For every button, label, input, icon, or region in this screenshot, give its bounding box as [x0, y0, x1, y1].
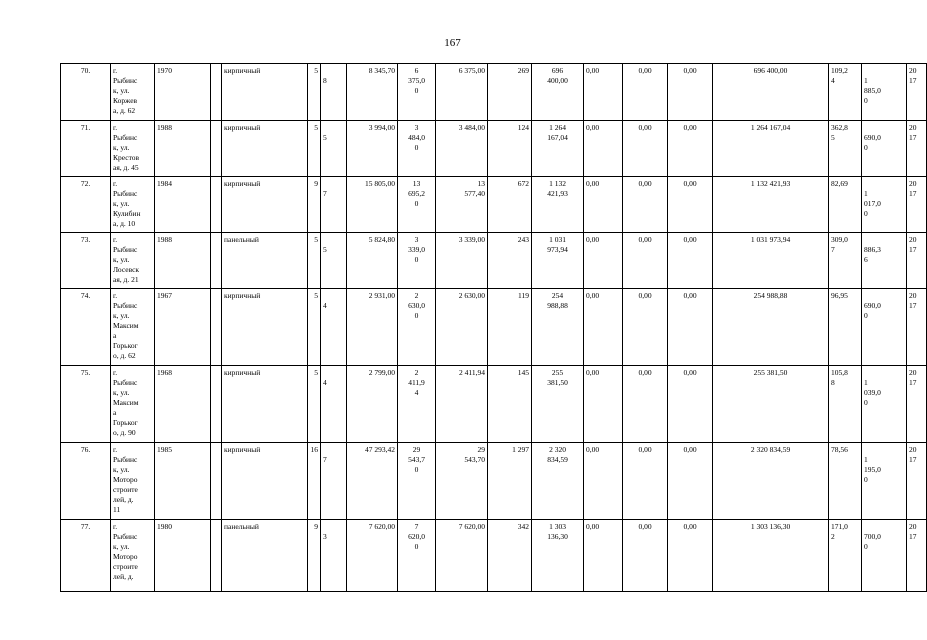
cell-addr: г. Рыбинс к, ул. Коржев а, д. 62 — [111, 64, 155, 121]
cell-material: кирпичный — [222, 289, 308, 366]
cell-c3: 0,00 — [668, 289, 713, 366]
cell-c2: 0,00 — [623, 366, 668, 443]
cell-c1: 0,00 — [584, 520, 623, 592]
table-body — [61, 64, 927, 592]
cell-floors: 9 — [308, 520, 321, 592]
cell-area-living: 7 620,0 0 — [398, 520, 436, 592]
cell-area-total: 15 805,00 — [347, 177, 398, 233]
cell-year: 1985 — [155, 443, 211, 520]
cell-addr: г. Рыбинс к, ул. Максим а Горьког о, д. 90 — [111, 366, 155, 443]
cell-residents: 145 — [488, 366, 532, 443]
cell-area-total: 2 799,00 — [347, 366, 398, 443]
cell-floors: 5 — [308, 233, 321, 289]
cell-area-res: 2 630,00 — [436, 289, 488, 366]
cell-c2: 0,00 — [623, 520, 668, 592]
cell-c3: 0,00 — [668, 233, 713, 289]
cell-c2: 0,00 — [623, 121, 668, 177]
cell-area-living: 3 484,0 0 — [398, 121, 436, 177]
cell-per-m2: 96,95 — [829, 289, 862, 366]
cell-floors: 16 — [308, 443, 321, 520]
cell-limit: 690,0 0 — [862, 289, 907, 366]
table-row — [61, 520, 927, 592]
cell-c1: 0,00 — [584, 177, 623, 233]
cell-material: кирпичный — [222, 366, 308, 443]
cell-floors: 5 — [308, 366, 321, 443]
cell-entrances: 3 — [321, 520, 347, 592]
cell-c1: 0,00 — [584, 64, 623, 121]
cell-c2: 0,00 — [623, 177, 668, 233]
cell-residents: 269 — [488, 64, 532, 121]
cell-empty — [211, 121, 222, 177]
cell-addr: г. Рыбинс к, ул. Лосевск ая, д. 21 — [111, 233, 155, 289]
cell-area-living: 13 695,2 0 — [398, 177, 436, 233]
cell-year-plan: 20 17 — [907, 520, 927, 592]
cell-residents: 124 — [488, 121, 532, 177]
cell-entrances: 7 — [321, 443, 347, 520]
cell-num: 77. — [61, 520, 111, 592]
table-row — [61, 121, 927, 177]
cell-empty — [211, 520, 222, 592]
table-row — [61, 233, 927, 289]
cell-limit: 690,0 0 — [862, 121, 907, 177]
cell-per-m2: 171,0 2 — [829, 520, 862, 592]
cell-residents: 672 — [488, 177, 532, 233]
cell-entrances: 4 — [321, 366, 347, 443]
cell-area-total: 5 824,80 — [347, 233, 398, 289]
cell-area-total: 47 293,42 — [347, 443, 398, 520]
data-table — [60, 63, 927, 592]
cell-area-total: 3 994,00 — [347, 121, 398, 177]
cell-material: кирпичный — [222, 64, 308, 121]
cell-material: кирпичный — [222, 443, 308, 520]
page-number: 167 — [444, 37, 461, 49]
cell-num: 72. — [61, 177, 111, 233]
cell-year-plan: 20 17 — [907, 289, 927, 366]
cell-c2: 0,00 — [623, 64, 668, 121]
cell-per-m2: 78,56 — [829, 443, 862, 520]
cell-material: кирпичный — [222, 177, 308, 233]
cell-c1: 0,00 — [584, 366, 623, 443]
cell-area-total: 8 345,70 — [347, 64, 398, 121]
cell-residents: 1 297 — [488, 443, 532, 520]
cell-c3: 0,00 — [668, 121, 713, 177]
cell-floors: 9 — [308, 177, 321, 233]
cell-cost-owners: 1 303 136,30 — [713, 520, 829, 592]
cell-cost-owners: 696 400,00 — [713, 64, 829, 121]
cell-addr: г. Рыбинс к, ул. Крестов ая, д. 45 — [111, 121, 155, 177]
cell-year: 1988 — [155, 121, 211, 177]
cell-residents: 119 — [488, 289, 532, 366]
cell-empty — [211, 64, 222, 121]
cell-year: 1980 — [155, 520, 211, 592]
cell-area-living: 3 339,0 0 — [398, 233, 436, 289]
table-row — [61, 366, 927, 443]
table-row — [61, 64, 927, 121]
cell-area-total: 2 931,00 — [347, 289, 398, 366]
table-row — [61, 289, 927, 366]
cell-residents: 243 — [488, 233, 532, 289]
cell-cost-owners: 1 031 973,94 — [713, 233, 829, 289]
cell-cost-owners: 2 320 834,59 — [713, 443, 829, 520]
cell-cost-total: 696 400,00 — [532, 64, 584, 121]
cell-entrances: 8 — [321, 64, 347, 121]
cell-year: 1970 — [155, 64, 211, 121]
cell-addr: г. Рыбинс к, ул. Кулибин а, д. 10 — [111, 177, 155, 233]
cell-per-m2: 109,2 4 — [829, 64, 862, 121]
cell-c3: 0,00 — [668, 177, 713, 233]
cell-area-res: 3 339,00 — [436, 233, 488, 289]
cell-material: панельный — [222, 233, 308, 289]
cell-cost-total: 1 132 421,93 — [532, 177, 584, 233]
cell-empty — [211, 443, 222, 520]
cell-cost-owners: 255 381,50 — [713, 366, 829, 443]
cell-year-plan: 20 17 — [907, 366, 927, 443]
cell-c1: 0,00 — [584, 233, 623, 289]
cell-area-res: 6 375,00 — [436, 64, 488, 121]
cell-limit: 1 039,0 0 — [862, 366, 907, 443]
cell-num: 74. — [61, 289, 111, 366]
cell-floors: 5 — [308, 289, 321, 366]
cell-cost-total: 1 264 167,04 — [532, 121, 584, 177]
cell-limit: 1 885,0 0 — [862, 64, 907, 121]
cell-c1: 0,00 — [584, 121, 623, 177]
cell-year-plan: 20 17 — [907, 121, 927, 177]
cell-c2: 0,00 — [623, 233, 668, 289]
cell-entrances: 7 — [321, 177, 347, 233]
cell-year-plan: 20 17 — [907, 64, 927, 121]
cell-year-plan: 20 17 — [907, 177, 927, 233]
cell-c3: 0,00 — [668, 520, 713, 592]
cell-material: кирпичный — [222, 121, 308, 177]
cell-area-res: 29 543,70 — [436, 443, 488, 520]
cell-year: 1968 — [155, 366, 211, 443]
cell-per-m2: 105,8 8 — [829, 366, 862, 443]
cell-area-total: 7 620,00 — [347, 520, 398, 592]
cell-cost-owners: 254 988,88 — [713, 289, 829, 366]
cell-cost-total: 1 303 136,30 — [532, 520, 584, 592]
cell-residents: 342 — [488, 520, 532, 592]
cell-per-m2: 362,8 5 — [829, 121, 862, 177]
cell-c1: 0,00 — [584, 289, 623, 366]
cell-area-living: 2 411,9 4 — [398, 366, 436, 443]
cell-num: 71. — [61, 121, 111, 177]
cell-cost-total: 2 320 834,59 — [532, 443, 584, 520]
cell-cost-total: 1 031 973,94 — [532, 233, 584, 289]
cell-year: 1984 — [155, 177, 211, 233]
cell-entrances: 4 — [321, 289, 347, 366]
cell-per-m2: 309,0 7 — [829, 233, 862, 289]
cell-area-res: 2 411,94 — [436, 366, 488, 443]
cell-limit: 1 017,0 0 — [862, 177, 907, 233]
cell-c3: 0,00 — [668, 64, 713, 121]
cell-floors: 5 — [308, 64, 321, 121]
cell-empty — [211, 366, 222, 443]
cell-num: 73. — [61, 233, 111, 289]
cell-year: 1988 — [155, 233, 211, 289]
table-row — [61, 443, 927, 520]
cell-cost-owners: 1 264 167,04 — [713, 121, 829, 177]
cell-c2: 0,00 — [623, 443, 668, 520]
cell-num: 76. — [61, 443, 111, 520]
cell-addr: г. Рыбинс к, ул. Моторо строите лей, д. — [111, 520, 155, 592]
cell-c3: 0,00 — [668, 366, 713, 443]
cell-cost-owners: 1 132 421,93 — [713, 177, 829, 233]
cell-empty — [211, 233, 222, 289]
cell-area-living: 29 543,7 0 — [398, 443, 436, 520]
cell-limit: 700,0 0 — [862, 520, 907, 592]
cell-c2: 0,00 — [623, 289, 668, 366]
cell-cost-total: 254 988,88 — [532, 289, 584, 366]
cell-area-res: 13 577,40 — [436, 177, 488, 233]
cell-entrances: 5 — [321, 121, 347, 177]
cell-area-res: 7 620,00 — [436, 520, 488, 592]
cell-cost-total: 255 381,50 — [532, 366, 584, 443]
cell-limit: 886,3 6 — [862, 233, 907, 289]
cell-empty — [211, 177, 222, 233]
cell-area-living: 2 630,0 0 — [398, 289, 436, 366]
cell-limit: 1 195,0 0 — [862, 443, 907, 520]
cell-area-living: 6 375,0 0 — [398, 64, 436, 121]
cell-num: 75. — [61, 366, 111, 443]
cell-year-plan: 20 17 — [907, 233, 927, 289]
cell-per-m2: 82,69 — [829, 177, 862, 233]
cell-addr: г. Рыбинс к, ул. Максим а Горьког о, д. 62 — [111, 289, 155, 366]
cell-year-plan: 20 17 — [907, 443, 927, 520]
cell-empty — [211, 289, 222, 366]
cell-num: 70. — [61, 64, 111, 121]
table-row — [61, 177, 927, 233]
cell-floors: 5 — [308, 121, 321, 177]
cell-entrances: 5 — [321, 233, 347, 289]
cell-area-res: 3 484,00 — [436, 121, 488, 177]
cell-material: панельный — [222, 520, 308, 592]
cell-year: 1967 — [155, 289, 211, 366]
cell-addr: г. Рыбинс к, ул. Моторо строите лей, д. 11 — [111, 443, 155, 520]
cell-c3: 0,00 — [668, 443, 713, 520]
cell-c1: 0,00 — [584, 443, 623, 520]
